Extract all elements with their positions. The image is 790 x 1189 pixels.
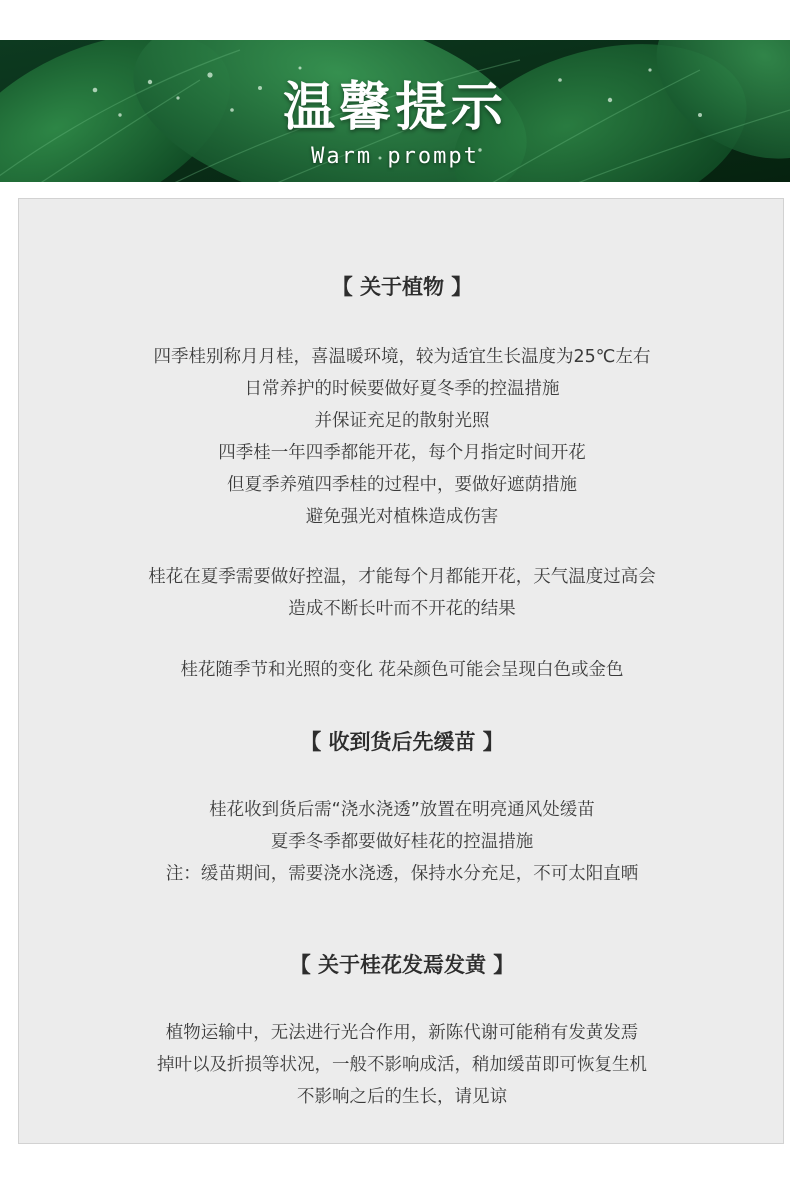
text-line: 四季桂别称月月桂，喜温暖环境，较为适宜生长温度为25℃左右 xyxy=(153,347,651,367)
header-banner xyxy=(0,40,790,182)
paragraph-yellowing xyxy=(19,1017,785,1113)
text-line: 日常养护的时候要做好夏冬季的控温措施 xyxy=(244,379,560,399)
text-line: 不影响之后的生长，请见谅 xyxy=(297,1087,507,1107)
banner-subtitle: Warm prompt xyxy=(311,144,479,169)
banner-title: 温馨提示 xyxy=(282,77,507,138)
section-heading-about-plant: 【 关于植物 】 xyxy=(331,275,473,299)
text-line: 植物运输中，无法进行光合作用，新陈代谢可能稍有发黄发焉 xyxy=(165,1023,639,1043)
section-heading-yellowing: 【 关于桂花发焉发黄 】 xyxy=(289,953,515,977)
text-line: 桂花在夏季需要做好控温，才能每个月都能开花，天气温度过高会 xyxy=(148,567,656,587)
text-line: 桂花随季节和光照的变化 花朵颜色可能会呈现白色或金色 xyxy=(180,660,624,680)
text-line: 掉叶以及折损等状况，一般不影响成活，稍加缓苗即可恢复生机 xyxy=(157,1055,647,1075)
paragraph-flower-color xyxy=(19,654,785,686)
text-line: 但夏季养殖四季桂的过程中，要做好遮荫措施 xyxy=(227,475,577,495)
paragraph-plant-care xyxy=(19,341,785,533)
paragraph-acclimatize xyxy=(19,794,785,890)
text-line: 并保证充足的散射光照 xyxy=(314,411,490,431)
paragraph-temperature xyxy=(19,561,785,625)
text-line: 夏季冬季都要做好桂花的控温措施 xyxy=(270,832,534,852)
text-line: 注：缓苗期间，需要浇水浇透，保持水分充足，不可太阳直晒 xyxy=(165,864,639,884)
text-line: 桂花收到货后需“浇水浇透”放置在明亮通风处缓苗 xyxy=(209,800,595,820)
notice-panel xyxy=(18,198,784,1144)
text-line: 避免强光对植株造成伤害 xyxy=(305,507,499,527)
text-line: 造成不断长叶而不开花的结果 xyxy=(288,599,516,619)
text-line: 四季桂一年四季都能开花，每个月指定时间开花 xyxy=(218,443,586,463)
section-heading-acclimatize: 【 收到货后先缓苗 】 xyxy=(300,730,504,754)
